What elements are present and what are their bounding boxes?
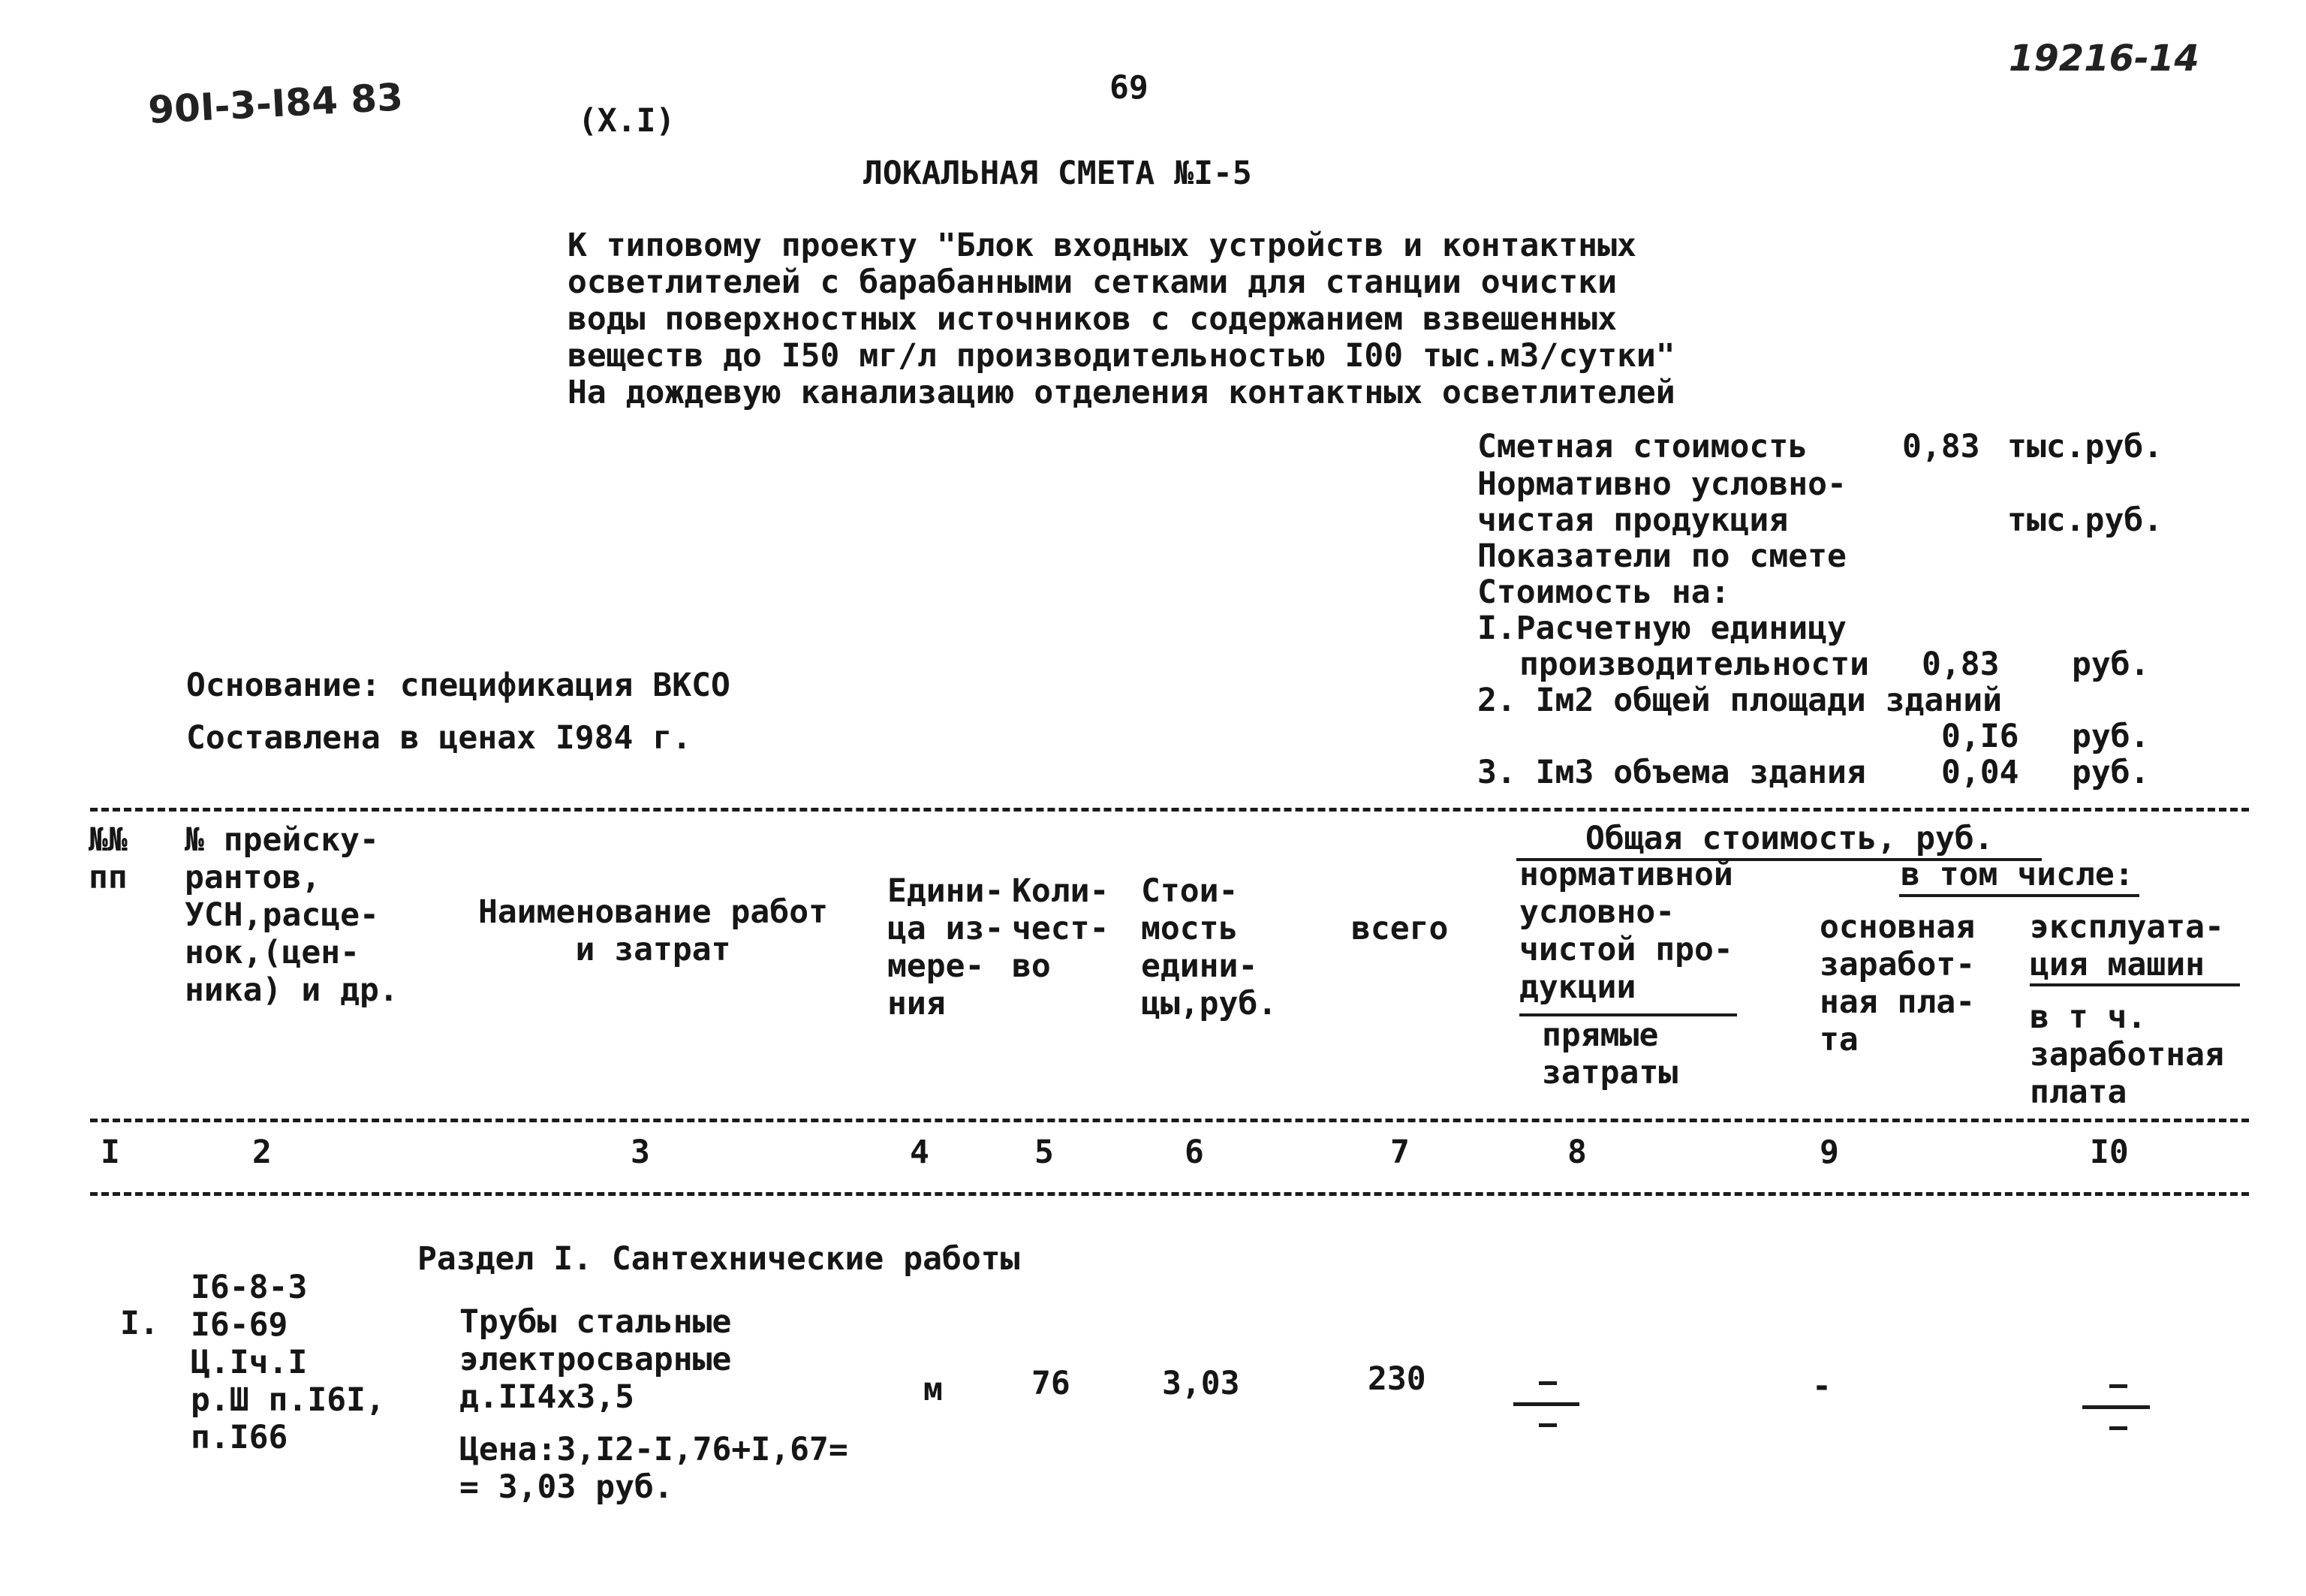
indicators-label: Показатели по смете <box>1477 538 1847 575</box>
area-label: 2. Iм2 общей площади зданий <box>1477 682 2002 719</box>
row-number: I. <box>120 1305 159 1342</box>
col-header-norm: нормативной условно- чистой про- дукции <box>1519 856 1733 1006</box>
unit-capacity-label: I.Расчетную единицу <box>1477 610 1847 647</box>
unit-capacity-label: производительности <box>1519 646 1869 683</box>
row-name: Трубы стальные электросварные д.II4х3,5 <box>459 1303 732 1416</box>
column-number: I0 <box>2090 1134 2129 1171</box>
col-header-number: №№ пп <box>89 821 128 896</box>
estimate-cost-label: Сметная стоимость <box>1477 428 1808 465</box>
table-top-rule <box>90 808 2249 812</box>
column-number: 8 <box>1567 1134 1587 1171</box>
area-unit: руб. <box>2072 718 2150 755</box>
description-line: осветлителей с барабанными сетками для станции очистки <box>567 263 1617 301</box>
numbers-bottom-rule <box>90 1192 2249 1196</box>
column-number: 9 <box>1820 1134 1839 1171</box>
row-codes: I6-8-3 I6-69 Ц.Iч.I р.Ш п.I6I, п.I66 <box>191 1269 385 1456</box>
column-number: 2 <box>252 1134 272 1171</box>
description-line: воды поверхностных источников с содержанием взвешенных <box>567 300 1617 338</box>
area-value: 0,I6 <box>1941 718 2019 755</box>
basis-line: Основание: спецификация ВКСО <box>186 667 730 704</box>
inventory-number: 19216-14 <box>2009 38 2199 80</box>
row-price-note: Цена:3,I2-I,76+I,67= = 3,03 руб. <box>459 1431 848 1506</box>
column-number: I <box>101 1134 120 1171</box>
page-title: ЛОКАЛЬНАЯ СМЕТА №I-5 <box>863 155 1252 192</box>
volume-value: 0,04 <box>1941 754 2019 791</box>
norm-label: чистая продукция <box>1477 501 1789 539</box>
header-bottom-rule <box>90 1119 2249 1122</box>
col-header-name: Наименование работ и затрат <box>478 893 828 968</box>
col-header-total: всего <box>1351 910 1449 947</box>
column-number: 4 <box>910 1134 929 1171</box>
description-line: На дождевую канализацию отделения контактных осветлителей <box>567 374 1675 411</box>
row-unit-cost: 3,03 <box>1162 1365 1240 1402</box>
estimate-cost-value: 0,83 <box>1902 428 1980 465</box>
section-code: (X.I) <box>578 102 676 140</box>
row-qty: 76 <box>1031 1365 1070 1402</box>
including-underline <box>1899 894 2139 897</box>
col-header-codes: № прейску- рантов, УСН,расце- нок,(цен- ника) и др. <box>185 821 399 1009</box>
col-header-unit: Едини- ца из- мере- ния <box>887 872 1004 1022</box>
prices-year-line: Составлена в ценах I984 г. <box>186 719 692 757</box>
machines-underline <box>2030 983 2240 986</box>
col-header-direct: прямые затраты <box>1542 1016 1678 1092</box>
description-line: веществ до I50 мг/л производительностью I00 тыс.м3/сутки" <box>567 337 1675 375</box>
column-number: 3 <box>631 1134 650 1171</box>
description-line: К типовому проекту "Блок входных устройств и контактных <box>567 227 1636 264</box>
page-number: 69 <box>1109 69 1148 107</box>
section-title: Раздел I. Сантехнические работы <box>417 1240 1020 1278</box>
col-header-wages: основная заработ- ная пла- та <box>1820 908 1976 1058</box>
volume-label: 3. Iм3 объема здания <box>1477 754 1866 791</box>
column-number: 7 <box>1390 1134 1410 1171</box>
cost-on-label: Стоимость на: <box>1477 574 1730 611</box>
row-total: 230 <box>1368 1360 1426 1398</box>
col-header-including: в том числе: <box>1901 856 2134 893</box>
unit-capacity-value: 0,83 <box>1922 646 2000 683</box>
col-header-machine-wages: в т ч. заработная плата <box>2030 998 2224 1111</box>
row-col9-value: - <box>1812 1368 1832 1405</box>
column-number: 5 <box>1034 1134 1054 1171</box>
doc-code: 90I-3-I84 83 <box>147 75 405 132</box>
col-header-unit-cost: Стои- мость едини- цы,руб. <box>1141 872 1278 1022</box>
estimate-cost-unit: тыс.руб. <box>2007 428 2163 465</box>
col-header-total-cost: Общая стоимость, руб. <box>1585 820 1994 857</box>
col-header-machines: эксплуата- ция машин <box>2030 908 2224 983</box>
norm-unit: тыс.руб. <box>2007 501 2163 539</box>
row-unit: м <box>923 1371 943 1408</box>
column-number: 6 <box>1185 1134 1204 1171</box>
unit-capacity-unit: руб. <box>2072 646 2150 683</box>
norm-label: Нормативно условно- <box>1477 465 1847 503</box>
col-header-qty: Коли- чест- во <box>1012 872 1109 985</box>
volume-unit: руб. <box>2072 754 2150 791</box>
